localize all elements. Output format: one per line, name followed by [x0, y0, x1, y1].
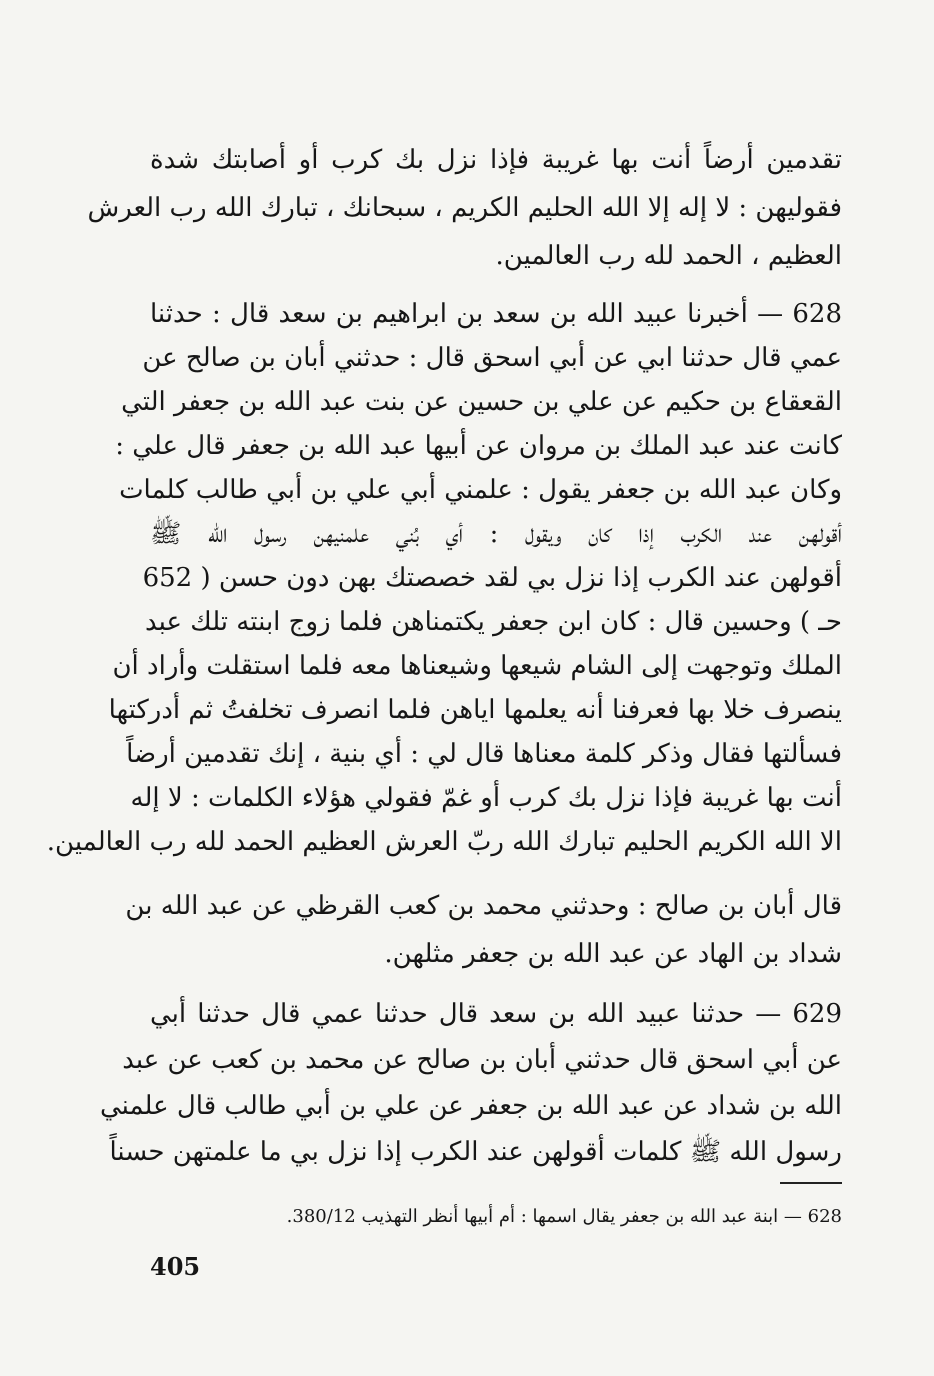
text-line: أقولهن عند الكرب إذا نزل بي لقد خصصتك بهن دون حسن ( 652 — [142, 563, 842, 593]
text-line: حـ ) وحسين قال : كان ابن جعفر يكتمناهن فلما زوج ابنته تلك عبد — [145, 607, 842, 637]
text-line: كانت عند عبد الملك بن مروان عن أبيها عبد الله بن جعفر قال علي : — [115, 431, 842, 461]
text-line: ينصرف خلا بها فعرفنا أنه يعلمها اياهن فلما انصرف تخلفتُ ثم أدركتها — [108, 695, 842, 725]
text-line: 628 — أخبرنا عبيد الله بن سعد بن ابراهيم بن سعد قال : حدثنا — [150, 299, 842, 329]
text-line: فقوليهن : لا إله إلا الله الحليم الكريم ، سبحانك ، تبارك الله رب العرش — [87, 193, 842, 223]
text-line: عمي قال حدثنا ابي عن أبي اسحق قال : حدثني أبان بن صالح عن — [142, 343, 842, 373]
text-line: 629 — حدثنا عبيد الله بن سعد قال حدثنا عمي قال حدثنا أبي — [150, 999, 842, 1029]
text-line: تقدمين أرضاً أنت بها غريبة فإذا نزل بك كرب أو أصابتك شدة — [150, 145, 842, 175]
text-line: الا الله الكريم الحليم تبارك الله ربّ العرش العظيم الحمد لله رب العالمين. — [46, 827, 842, 857]
paragraph-1 — [87, 136, 842, 280]
paragraph-narration — [125, 882, 842, 978]
text-line: أقولهن عند الكرب إذا كان ويقول : أي بُني علمنيهن رسول الله ﷺ — [150, 519, 842, 549]
text-line: أنت بها غريبة فإذا نزل بك كرب أو غمّ فقولي هؤلاء الكلمات : لا إله — [130, 783, 842, 813]
footnote: 628 — ابنة عبد الله بن جعفر يقال اسمها : أم أبيها أنظر التهذيب 380/12. — [286, 1206, 842, 1227]
text-line: فسألتها فقال وذكر كلمة معناها قال لي : أي بنية ، إنك تقدمين أرضاً — [126, 739, 842, 769]
page-number: 405 — [150, 1252, 201, 1281]
footnote-divider — [780, 1182, 842, 1184]
paragraph-hadith-628 — [46, 290, 842, 866]
text-line: وكان عبد الله بن جعفر يقول : علمني أبي علي بن أبي طالب كلمات — [119, 475, 842, 505]
text-line: الله بن شداد عن عبد الله بن جعفر عن علي بن أبي طالب قال علمني — [99, 1091, 842, 1121]
text-line: القعقاع بن حكيم عن علي بن حسين عن بنت عبد الله بن جعفر التي — [121, 387, 842, 417]
paragraph-hadith-629 — [99, 990, 842, 1176]
text-line: العظيم ، الحمد لله رب العالمين. — [495, 241, 842, 271]
text-line: قال أبان بن صالح : وحدثني محمد بن كعب القرظي عن عبد الله بن — [125, 891, 842, 921]
text-line: رسول الله ﷺ كلمات أقولهن عند الكرب إذا نزل بي ما علمتهن حسناً — [109, 1137, 842, 1167]
text-line: عن أبي اسحق قال حدثني أبان بن صالح عن محمد بن كعب عن عبد — [122, 1045, 842, 1075]
text-line: شداد بن الهاد عن عبد الله بن جعفر مثلهن. — [384, 939, 842, 969]
text-line: الملك وتوجهت إلى الشام شيعها وشيعناها معه فلما استقلت وأراد أن — [112, 651, 842, 681]
